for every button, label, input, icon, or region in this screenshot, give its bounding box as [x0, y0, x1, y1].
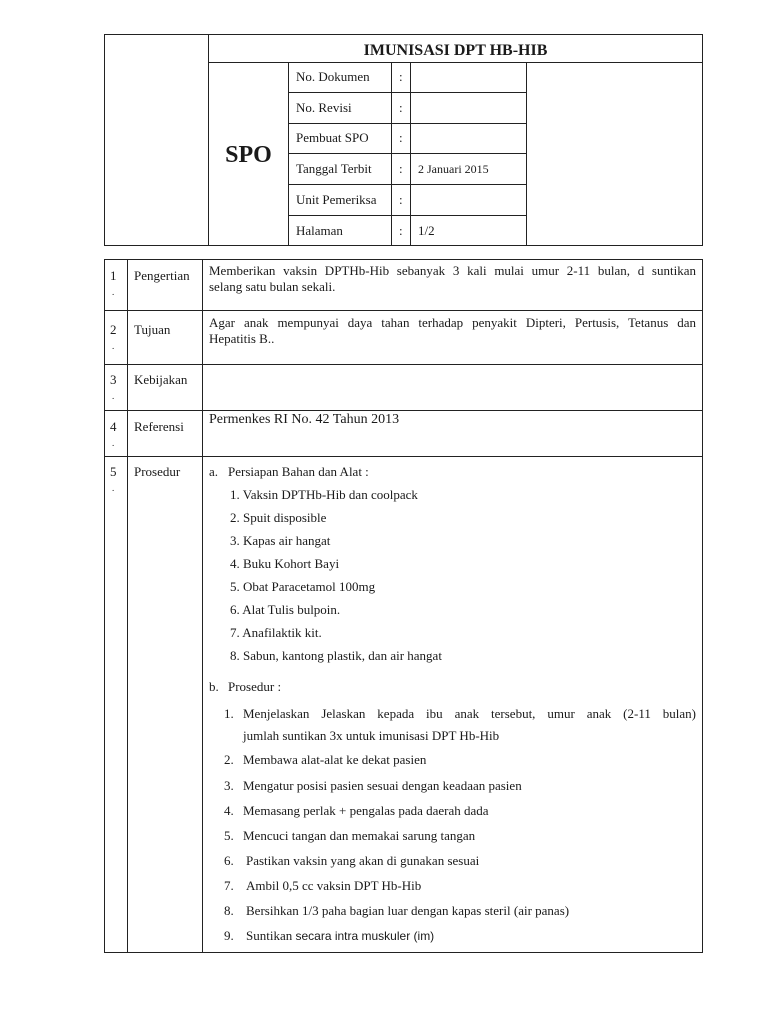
- step-number: 9.: [224, 928, 234, 943]
- step-number: 3.: [224, 778, 234, 793]
- section-b-title: Prosedur :: [228, 679, 282, 694]
- row-number-dot: .: [112, 391, 115, 401]
- step-text: Pastikan vaksin yang akan di gunakan sesuai: [246, 853, 480, 868]
- field-sep: :: [399, 161, 403, 176]
- step-number: 5.: [224, 828, 234, 843]
- row-number: 2: [110, 322, 117, 337]
- field-sep: :: [399, 69, 403, 84]
- step-text-part: secara intra muskuler (im): [295, 929, 435, 943]
- row-label-referensi: Referensi: [134, 419, 184, 434]
- step-text: Bersihkan 1/3 paha bagian luar dengan kapas steril (air panas): [246, 903, 570, 918]
- list-item: 4. Buku Kohort Bayi: [230, 556, 340, 571]
- field-sep: :: [399, 192, 403, 207]
- row-content-line: Hepatitis B..: [209, 331, 275, 346]
- list-item: 8. Sabun, kantong plastik, dan air hangat: [230, 648, 442, 663]
- field-sep: :: [399, 223, 403, 238]
- step-number: 7.: [224, 878, 234, 893]
- row-number-dot: .: [112, 483, 115, 493]
- step-text: [246, 928, 434, 944]
- field-value-halaman: 1/2: [418, 223, 435, 238]
- list-item: 1. Vaksin DPTHb-Hib dan coolpack: [230, 487, 418, 502]
- field-label-unit-pemeriksa: Unit Pemeriksa: [296, 192, 377, 207]
- row-number-dot: .: [112, 287, 115, 297]
- section-b-marker: b.: [209, 679, 219, 694]
- step-text: Menjelaskan Jelaskan kepada ibu anak tersebut, umur anak (2-11 bulan): [243, 706, 696, 721]
- list-item: 3. Kapas air hangat: [230, 533, 331, 548]
- field-sep: :: [399, 130, 403, 145]
- row-number-dot: .: [112, 341, 115, 351]
- list-item: 7. Anafilaktik kit.: [230, 625, 322, 640]
- row-label-tujuan: Tujuan: [134, 322, 171, 337]
- row-label-prosedur: Prosedur: [134, 464, 181, 479]
- step-text: Membawa alat-alat ke dekat pasien: [243, 752, 427, 767]
- list-item: 5. Obat Paracetamol 100mg: [230, 579, 376, 594]
- field-label-halaman: Halaman: [296, 223, 343, 238]
- step-number: 4.: [224, 803, 234, 818]
- row-content-line: Memberikan vaksin DPTHb-Hib sebanyak 3 kali mulai umur 2-11 bulan, d suntikan: [209, 263, 696, 278]
- step-text: Mencuci tangan dan memakai sarung tangan: [243, 828, 476, 843]
- spo-label: SPO: [225, 142, 272, 168]
- field-label-no-dokumen: No. Dokumen: [296, 69, 370, 84]
- section-a-title: Persiapan Bahan dan Alat :: [228, 464, 369, 479]
- field-label-tanggal-terbit: Tanggal Terbit: [296, 161, 372, 176]
- step-number: 6.: [224, 853, 234, 868]
- step-text-part: Suntikan: [246, 928, 296, 943]
- field-sep: :: [399, 100, 403, 115]
- row-number: 5: [110, 464, 117, 479]
- row-number: 3: [110, 372, 117, 387]
- document-title: IMUNISASI DPT HB-HIB: [363, 42, 548, 59]
- section-a-marker: a.: [209, 464, 219, 479]
- field-value-tanggal-terbit: 2 Januari 2015: [418, 162, 489, 176]
- row-number: 1: [110, 268, 117, 283]
- step-number: 8.: [224, 903, 234, 918]
- step-text: jumlah suntikan 3x untuk imunisasi DPT Hb-Hib: [243, 728, 500, 743]
- list-item: 6. Alat Tulis bulpoin.: [230, 602, 341, 617]
- row-number: 4: [110, 419, 117, 434]
- field-label-no-revisi: No. Revisi: [296, 100, 352, 115]
- row-number-dot: .: [112, 438, 115, 448]
- step-text: Memasang perlak + pengalas pada daerah dada: [243, 803, 489, 818]
- row-content-line: Permenkes RI No. 42 Tahun 2013: [209, 412, 400, 427]
- row-content-line: selang satu bulan sekali.: [209, 279, 336, 294]
- field-label-pembuat-spo: Pembuat SPO: [296, 130, 369, 145]
- row-label-kebijakan: Kebijakan: [134, 372, 188, 387]
- step-text: Mengatur posisi pasien sesuai dengan keadaan pasien: [243, 778, 522, 793]
- row-label-pengertian: Pengertian: [134, 268, 190, 283]
- step-text: Ambil 0,5 cc vaksin DPT Hb-Hib: [246, 878, 422, 893]
- step-number: 2.: [224, 752, 234, 767]
- row-content-line: Agar anak mempunyai daya tahan terhadap penyakit Dipteri, Pertusis, Tetanus dan: [209, 315, 696, 330]
- step-number: 1.: [224, 706, 234, 721]
- list-item: 2. Spuit disposible: [230, 510, 327, 525]
